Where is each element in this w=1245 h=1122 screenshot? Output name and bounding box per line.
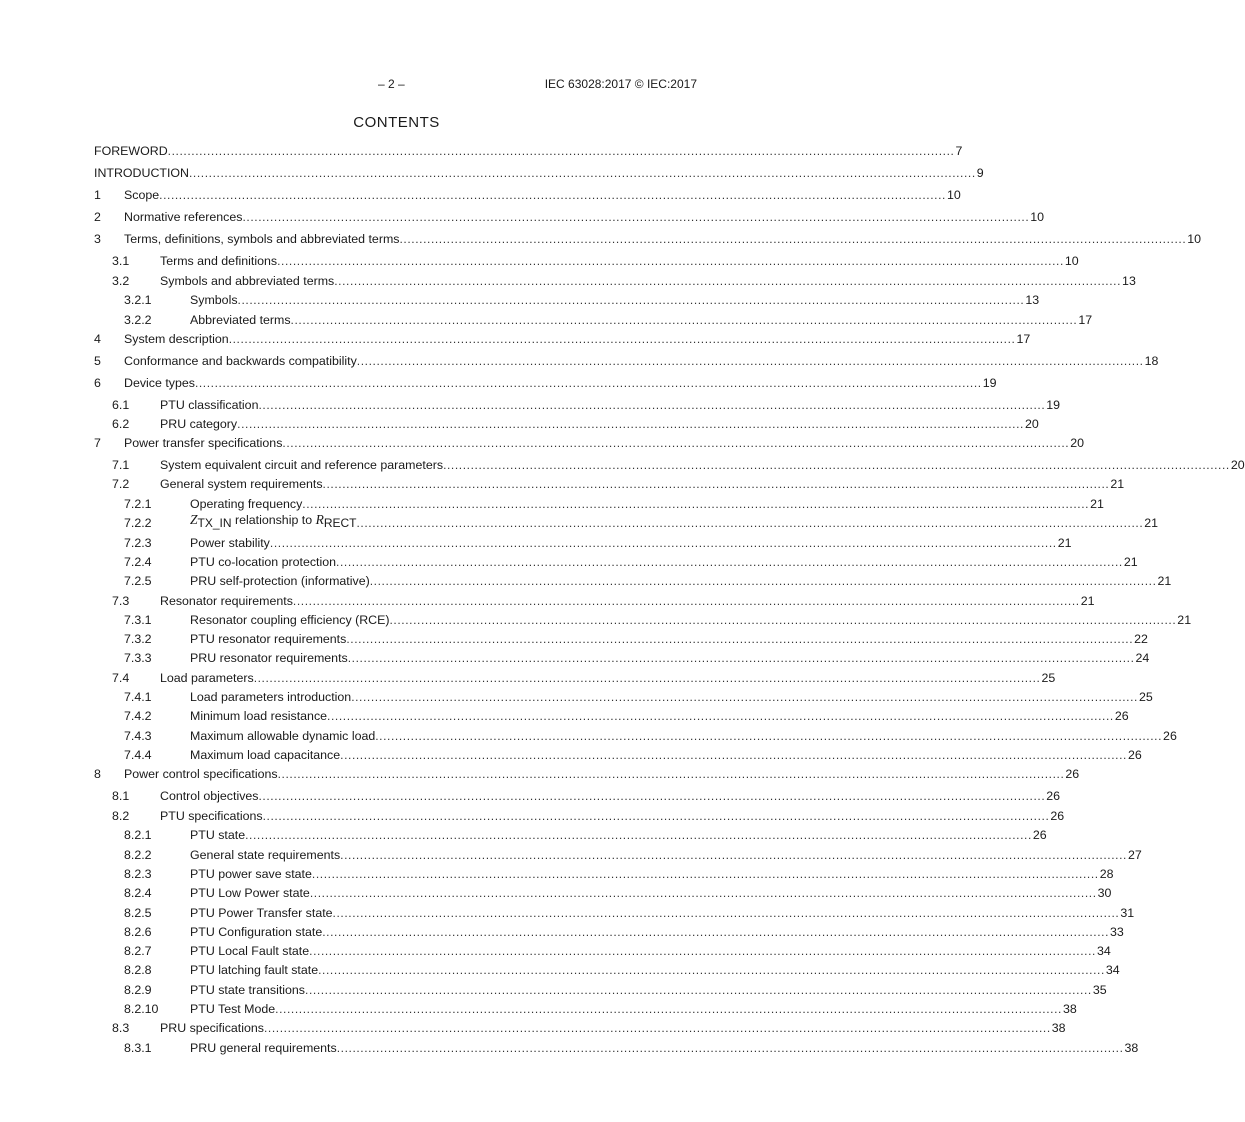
toc-entry-page: 17 (1016, 332, 1031, 346)
toc-entry-page: 34 (1096, 944, 1111, 958)
toc-entry[interactable] (94, 826, 1047, 842)
toc-entry[interactable] (94, 981, 1107, 997)
toc-leader-dots: ........................................................................................................................................................................................................ (322, 477, 1110, 491)
toc-entry[interactable] (94, 534, 1072, 550)
toc-entry-page: 26 (1127, 748, 1142, 762)
toc-entry-title: General state requirements (190, 848, 341, 862)
toc-entry-title: PRU self-protection (informative) (190, 574, 370, 588)
toc-entry-title: Control objectives (160, 789, 259, 803)
toc-entry-number: 3.2 (112, 274, 130, 288)
toc-entry-title: PRU resonator requirements (190, 651, 348, 665)
toc-leader-dots: ........................................................................................................................................................................................................ (340, 848, 1127, 862)
toc-leader-dots: ........................................................................................................................................................................................................ (309, 944, 1096, 958)
toc-entry-number: 7.2 (112, 477, 130, 491)
toc-entry-number: 8.2.5 (124, 906, 152, 920)
toc-leader-dots: ........................................................................................................................................................................................................ (194, 376, 982, 390)
toc-entry-number: 8.1 (112, 789, 130, 803)
toc-entry-title: Device types (124, 376, 195, 390)
toc-entry-number: 7.2.3 (124, 536, 152, 550)
toc-entry[interactable] (94, 252, 1079, 268)
toc-entry-page: 26 (1032, 828, 1047, 842)
toc-entry-title: PRU category (160, 417, 238, 431)
toc-entry-page: 21 (1057, 536, 1072, 550)
toc-entry-number: 8.2.9 (124, 983, 152, 997)
toc-entry-page: 9 (976, 166, 984, 180)
toc-leader-dots: ........................................................................................................................................................................................................ (189, 166, 976, 180)
toc-entry[interactable] (94, 884, 1112, 900)
toc-entry-title: PTU state transitions (190, 983, 306, 997)
toc-entry[interactable] (94, 961, 1120, 977)
toc-entry[interactable] (94, 142, 963, 158)
toc-entry-title: Terms and definitions (160, 254, 278, 268)
toc-entry-number: 7.4.4 (124, 748, 152, 762)
toc-entry-page: 34 (1105, 963, 1120, 977)
toc-entry-page: 28 (1099, 867, 1114, 881)
toc-leader-dots: ........................................................................................................................................................................................................ (302, 497, 1090, 511)
toc-entry-title: Maximum allowable dynamic load (190, 729, 376, 743)
toc-entry-number: 2 (94, 210, 101, 224)
toc-entry-number: 5 (94, 354, 101, 368)
toc-entry-number: 8.2.1 (124, 828, 152, 842)
toc-entry[interactable] (94, 904, 1135, 920)
toc-entry-number: 7.3.2 (124, 632, 152, 646)
toc-entry-page: 10 (1030, 210, 1045, 224)
toc-leader-dots: ........................................................................................................................................................................................................ (336, 555, 1123, 569)
toc-entry-number: 8.3 (112, 1021, 130, 1035)
toc-entry-title: PTU power save state (190, 867, 312, 881)
toc-leader-dots: ........................................................................................................................................................................................................ (334, 274, 1122, 288)
toc-entry-number: 6.1 (112, 398, 130, 412)
toc-leader-dots: ........................................................................................................................................................................................................ (336, 1041, 1124, 1055)
toc-leader-dots: ........................................................................................................................................................................................................ (399, 232, 1187, 246)
toc-entry-page: 31 (1120, 906, 1135, 920)
toc-entry-page: 17 (1078, 313, 1093, 327)
toc-leader-dots: ........................................................................................................................................................................................................ (258, 789, 1046, 803)
toc-leader-dots: ........................................................................................................................................................................................................ (258, 398, 1046, 412)
toc-entry-number: 7 (94, 436, 101, 450)
toc-leader-dots: ........................................................................................................................................................................................................ (237, 293, 1025, 307)
toc-entry-page: 20 (1230, 458, 1245, 472)
toc-leader-dots: ........................................................................................................................................................................................................ (167, 144, 955, 158)
toc-leader-dots: ........................................................................................................................................................................................................ (269, 536, 1057, 550)
toc-entry[interactable] (94, 669, 1056, 685)
toc-leader-dots: ........................................................................................................................................................................................................ (159, 188, 946, 202)
toc-leader-dots: ........................................................................................................................................................................................................ (340, 748, 1127, 762)
toc-entry-page: 21 (1157, 574, 1172, 588)
toc-leader-dots: ........................................................................................................................................................................................................ (277, 767, 1065, 781)
toc-entry-number: 7.3.3 (124, 651, 152, 665)
toc-entry-title: Scope (124, 188, 160, 202)
page-number: – 2 – (378, 77, 405, 91)
toc-leader-dots: ........................................................................................................................................................................................................ (356, 354, 1144, 368)
toc-entry[interactable] (94, 765, 1080, 781)
toc-leader-dots: ........................................................................................................................................................................................................ (327, 709, 1114, 723)
toc-entry-page: 26 (1046, 789, 1061, 803)
toc-entry-title: PTU Local Fault state (190, 944, 310, 958)
toc-entry-page: 21 (1110, 477, 1125, 491)
toc-leader-dots: ........................................................................................................................................................................................................ (228, 332, 1016, 346)
toc-entry[interactable] (94, 352, 1159, 368)
toc-entry[interactable] (94, 649, 1150, 665)
toc-entry[interactable] (94, 374, 997, 390)
toc-entry[interactable] (94, 592, 1095, 608)
toc-entry[interactable] (94, 807, 1065, 823)
toc-entry[interactable] (94, 787, 1061, 803)
toc-entry-number: 8.3.1 (124, 1041, 152, 1055)
toc-entry-number: 7.2.2 (124, 516, 152, 530)
toc-entry[interactable] (94, 272, 1136, 288)
toc-entry-page: 35 (1092, 983, 1107, 997)
toc-entry[interactable] (94, 923, 1124, 939)
toc-leader-dots: ........................................................................................................................................................................................................ (237, 417, 1024, 431)
toc-entry-title: PTU latching fault state (190, 963, 319, 977)
toc-leader-dots: ........................................................................................................................................................................................................ (262, 809, 1050, 823)
toc-entry[interactable] (94, 553, 1138, 569)
toc-entry-number: 7.2.1 (124, 497, 152, 511)
toc-entry-page: 7 (955, 144, 963, 158)
toc-entry-number: 7.3 (112, 594, 130, 608)
toc-entry-page: 20 (1024, 417, 1039, 431)
toc-leader-dots: ........................................................................................................................................................................................................ (309, 886, 1097, 900)
toc-entry-number: 6 (94, 376, 101, 390)
toc-entry-page: 10 (1187, 232, 1202, 246)
toc-entry[interactable] (94, 746, 1142, 762)
page-title: CONTENTS (353, 114, 440, 131)
toc-entry[interactable] (94, 495, 1104, 511)
toc-leader-dots: ........................................................................................................................................................................................................ (318, 963, 1105, 977)
toc-entry-page: 30 (1097, 886, 1112, 900)
toc-entry-page: 22 (1134, 632, 1148, 646)
toc-entry[interactable] (94, 707, 1129, 723)
toc-entry-page: 21 (1177, 613, 1192, 627)
toc-entry-number: 7.4.3 (124, 729, 152, 743)
toc-entry[interactable] (94, 208, 1045, 224)
toc-entry-page: 21 (1123, 555, 1138, 569)
toc-entry-page: 24 (1135, 651, 1150, 665)
toc-entry-page: 18 (1144, 354, 1159, 368)
toc-entry[interactable] (94, 865, 1114, 881)
toc-entry-number: 4 (94, 332, 101, 346)
toc-entry-title: Symbols and abbreviated terms (160, 274, 335, 288)
toc-entry-title: PRU general requirements (190, 1041, 337, 1055)
toc-entry-title: PTU Power Transfer state (190, 906, 333, 920)
toc-entry[interactable] (94, 727, 1177, 743)
toc-entry[interactable] (94, 611, 1192, 627)
toc-entry-page: 26 (1114, 709, 1129, 723)
toc-leader-dots: ........................................................................................................................................................................................................ (356, 516, 1144, 530)
toc-entry-page: 19 (982, 376, 997, 390)
toc-leader-dots: ........................................................................................................................................................................................................ (347, 651, 1135, 665)
toc-entry-title: System description (124, 332, 229, 346)
toc-leader-dots: ........................................................................................................................................................................................................ (305, 983, 1092, 997)
toc-entry[interactable] (94, 1019, 1066, 1035)
toc-entry-title: Power control specifications (124, 767, 278, 781)
toc-entry-title: PTU classification (160, 398, 259, 412)
toc-entry-number: 8.2.4 (124, 886, 152, 900)
toc-entry-title: Normative references (124, 210, 243, 224)
toc-entry-title: Conformance and backwards compatibility (124, 354, 357, 368)
toc-leader-dots: ........................................................................................................................................................................................................ (245, 828, 1032, 842)
toc-entry[interactable] (94, 942, 1111, 958)
toc-entry-page: 26 (1163, 729, 1177, 743)
toc-entry-number: 7.3.1 (124, 613, 152, 627)
toc-leader-dots: ........................................................................................................................................................................................................ (275, 1002, 1062, 1016)
toc-entry-number: 6.2 (112, 417, 130, 431)
toc-entry[interactable] (94, 415, 1039, 431)
toc-leader-dots: ........................................................................................................................................................................................................ (282, 436, 1070, 450)
toc-entry[interactable] (94, 164, 984, 180)
toc-entry-page: 25 (1041, 671, 1056, 685)
toc-entry[interactable] (94, 572, 1172, 588)
toc-entry-number: 3.1 (112, 254, 130, 268)
toc-leader-dots: ........................................................................................................................................................................................................ (346, 632, 1134, 646)
toc-leader-dots: ........................................................................................................................................................................................................ (443, 458, 1230, 472)
toc-entry-number: 7.2.5 (124, 574, 152, 588)
toc-entry-title: System equivalent circuit and reference parameters (160, 458, 444, 472)
toc-entry[interactable] (94, 330, 1031, 346)
toc-entry-page: 38 (1051, 1021, 1066, 1035)
toc-entry-title: FOREWORD (94, 144, 168, 158)
toc-entry-page: 21 (1080, 594, 1095, 608)
toc-entry[interactable] (94, 434, 1084, 450)
toc-entry-page: 21 (1090, 497, 1104, 511)
toc-entry-number: 7.4.1 (124, 690, 152, 704)
toc-entry-title: PTU Test Mode (190, 1002, 276, 1016)
toc-entry-number: 8.2.10 (124, 1002, 159, 1016)
toc-entry-page: 10 (946, 188, 961, 202)
toc-entry-page: 10 (1064, 254, 1079, 268)
toc-entry[interactable] (94, 396, 1061, 412)
toc-entry-number: 7.4.2 (124, 709, 152, 723)
toc-entry-page: 26 (1065, 767, 1080, 781)
toc-entry-page: 21 (1144, 516, 1159, 530)
toc-leader-dots: ........................................................................................................................................................................................................ (369, 574, 1157, 588)
toc-entry-title: Load parameters (160, 671, 254, 685)
toc-leader-dots: ........................................................................................................................................................................................................ (290, 313, 1078, 327)
toc-entry-title: $Z_{TX\_IN}$ relationship to $R_{RECT}$ (190, 512, 357, 530)
toc-entry-title: Resonator requirements (160, 594, 293, 608)
toc-entry-page: 13 (1122, 274, 1136, 288)
toc-entry-number: 8.2.6 (124, 925, 152, 939)
toc-entry-number: 3.2.2 (124, 313, 152, 327)
toc-entry[interactable] (94, 311, 1093, 327)
toc-entry-number: 7.2.4 (124, 555, 152, 569)
toc-entry[interactable] (94, 456, 1245, 472)
toc-entry-number: 1 (94, 188, 101, 202)
toc-entry-page: 38 (1124, 1041, 1139, 1055)
standard-reference: IEC 63028:2017 © IEC:2017 (544, 77, 697, 91)
toc-entry-title: Operating frequency (190, 497, 303, 511)
toc-entry-number: 3 (94, 232, 101, 246)
toc-leader-dots: ........................................................................................................................................................................................................ (375, 729, 1163, 743)
toc-leader-dots: ........................................................................................................................................................................................................ (311, 867, 1099, 881)
toc-leader-dots: ........................................................................................................................................................................................................ (389, 613, 1177, 627)
toc-entry[interactable] (94, 230, 1202, 246)
toc-entry-title: PTU specifications (160, 809, 263, 823)
toc-entry-page: 38 (1062, 1002, 1077, 1016)
toc-entry-title: PTU Configuration state (190, 925, 323, 939)
toc-entry-number: 3.2.1 (124, 293, 152, 307)
toc-leader-dots: ........................................................................................................................................................................................................ (242, 210, 1030, 224)
toc-entry[interactable] (94, 1039, 1139, 1055)
toc-entry[interactable] (94, 846, 1142, 862)
toc-entry-title: Power stability (190, 536, 270, 550)
toc-leader-dots: ........................................................................................................................................................................................................ (277, 254, 1064, 268)
toc-entry-title: Minimum load resistance (190, 709, 328, 723)
toc-entry-number: 7.4 (112, 671, 130, 685)
toc-entry-title: Power transfer specifications (124, 436, 283, 450)
toc-entry[interactable] (94, 475, 1125, 491)
toc-entry-number: 8.2.3 (124, 867, 152, 881)
toc-entry[interactable] (94, 291, 1040, 307)
toc-entry[interactable] (94, 512, 1159, 530)
toc-entry[interactable] (94, 630, 1148, 646)
toc-leader-dots: ........................................................................................................................................................................................................ (292, 594, 1080, 608)
toc-leader-dots: ........................................................................................................................................................................................................ (263, 1021, 1051, 1035)
toc-entry-page: 26 (1050, 809, 1065, 823)
toc-entry-title: PRU specifications (160, 1021, 264, 1035)
toc-entry[interactable] (94, 688, 1153, 704)
toc-leader-dots: ........................................................................................................................................................................................................ (332, 906, 1120, 920)
toc-entry-title: Maximum load capacitance (190, 748, 341, 762)
toc-entry-title: Load parameters introduction (190, 690, 352, 704)
toc-entry-title: Symbols (190, 293, 238, 307)
toc-entry-page: 20 (1070, 436, 1084, 450)
toc-entry-title: PTU co-location protection (190, 555, 337, 569)
toc-entry-number: 8 (94, 767, 101, 781)
toc-entry[interactable] (94, 186, 961, 202)
toc-entry-title: Abbreviated terms (190, 313, 291, 327)
toc-entry-number: 8.2.8 (124, 963, 152, 977)
toc-entry-number: 8.2.2 (124, 848, 152, 862)
toc-entry-page: 19 (1046, 398, 1061, 412)
toc-entry-title: Terms, definitions, symbols and abbreviated terms (124, 232, 400, 246)
toc-entry-title: INTRODUCTION (94, 166, 189, 180)
toc-entry[interactable] (94, 1000, 1077, 1016)
toc-entry-title: General system requirements (160, 477, 323, 491)
toc-entry-page: 25 (1138, 690, 1153, 704)
toc-entry-number: 8.2 (112, 809, 130, 823)
toc-leader-dots: ........................................................................................................................................................................................................ (253, 671, 1041, 685)
toc-entry-title: PTU state (190, 828, 246, 842)
toc-entry-title: Resonator coupling efficiency (RCE) (190, 613, 390, 627)
toc-entry-number: 7.1 (112, 458, 130, 472)
toc-leader-dots: ........................................................................................................................................................................................................ (351, 690, 1138, 704)
toc-entry-page: 33 (1110, 925, 1124, 939)
toc-entry-title: PTU Low Power state (190, 886, 310, 900)
toc-leader-dots: ........................................................................................................................................................................................................ (322, 925, 1110, 939)
toc-entry-page: 27 (1127, 848, 1142, 862)
toc-entry-page: 13 (1025, 293, 1040, 307)
toc-entry-title: PTU resonator requirements (190, 632, 347, 646)
toc-entry-number: 8.2.7 (124, 944, 152, 958)
